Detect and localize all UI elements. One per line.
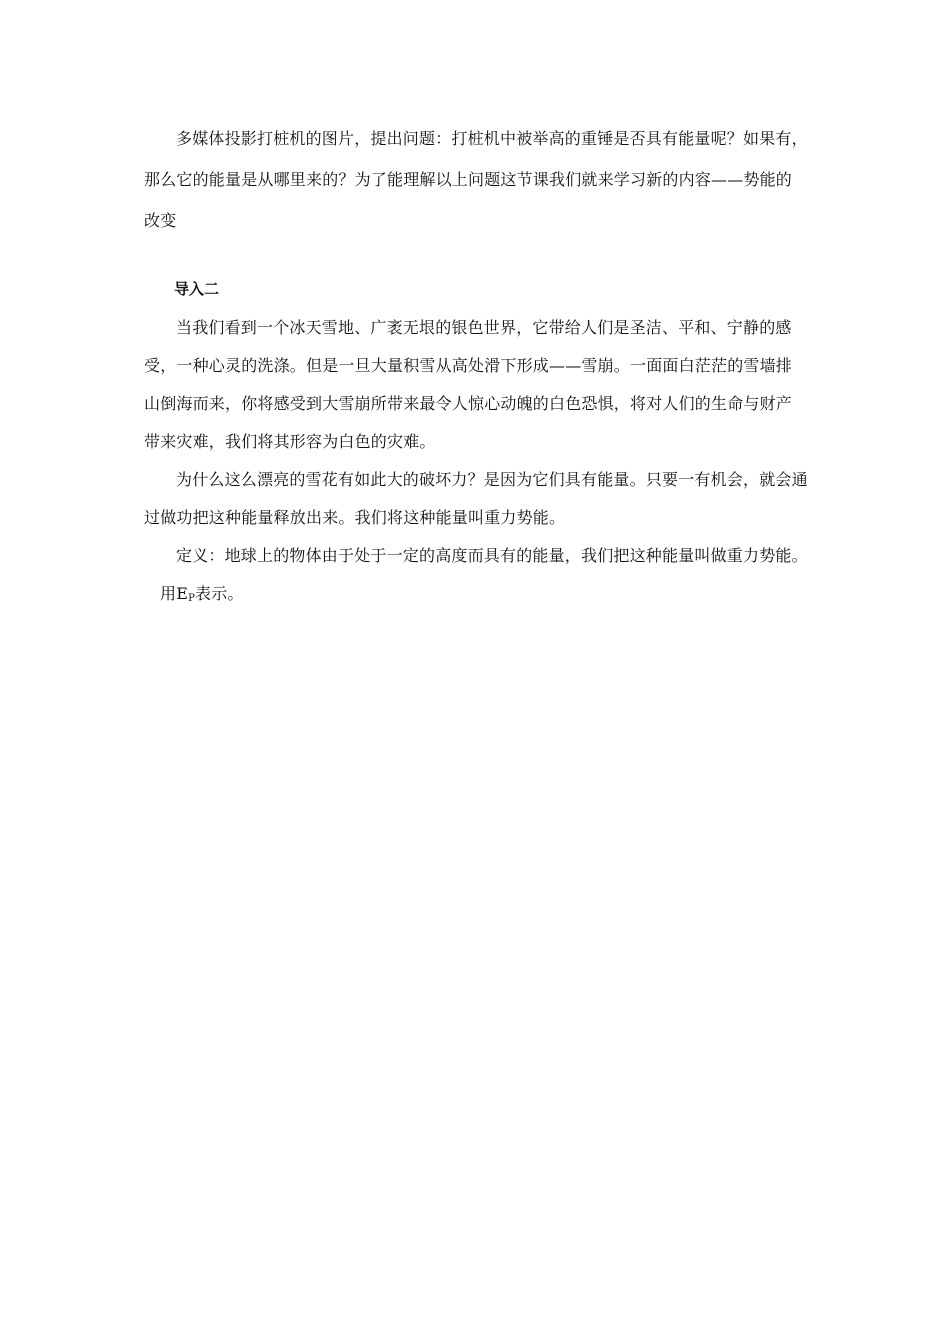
section-gap [144,241,808,277]
energy-paragraph: 为什么这么漂亮的雪花有如此大的破坏力？是因为它们具有能量。只要一有机会，就会通过做功把这种能量释放出来。我们将这种能量叫重力势能。 [144,470,808,527]
document-body [144,118,808,618]
definition-text: 定义：地球上的物体由于处于一定的高度而具有的能量，我们把这种能量叫做重力势能。 [176,546,808,565]
symbol-prefix: 用 [160,584,177,603]
symbol-subscript-p: P [188,593,196,604]
definition-paragraph [144,537,808,618]
section-heading: 导入二 [174,280,220,298]
intro-paragraph: 多媒体投影打桩机的图片，提出问题：打桩机中被举高的重锤是否具有能量呢？如果有，那么它的能量是从哪里来的？为了能理解以上问题这节课我们就来学习新的内容——势能的改变 [144,129,808,230]
symbol-e: E [176,584,189,603]
avalanche-paragraph: 当我们看到一个冰天雪地、广袤无垠的银色世界，它带给人们是圣洁、平和、宁静的感受，一种心灵的洗涤。但是一旦大量积雪从高处滑下形成——雪崩。一面面白茫茫的雪墙排山倒海而来，你将感受到大雪崩所带来最令人惊心动魄的白色恐惧，将对人们的生命与财产带来灾难，我们将其形容为白色的灾难。 [144,318,793,451]
symbol-suffix: 表示。 [195,584,244,603]
